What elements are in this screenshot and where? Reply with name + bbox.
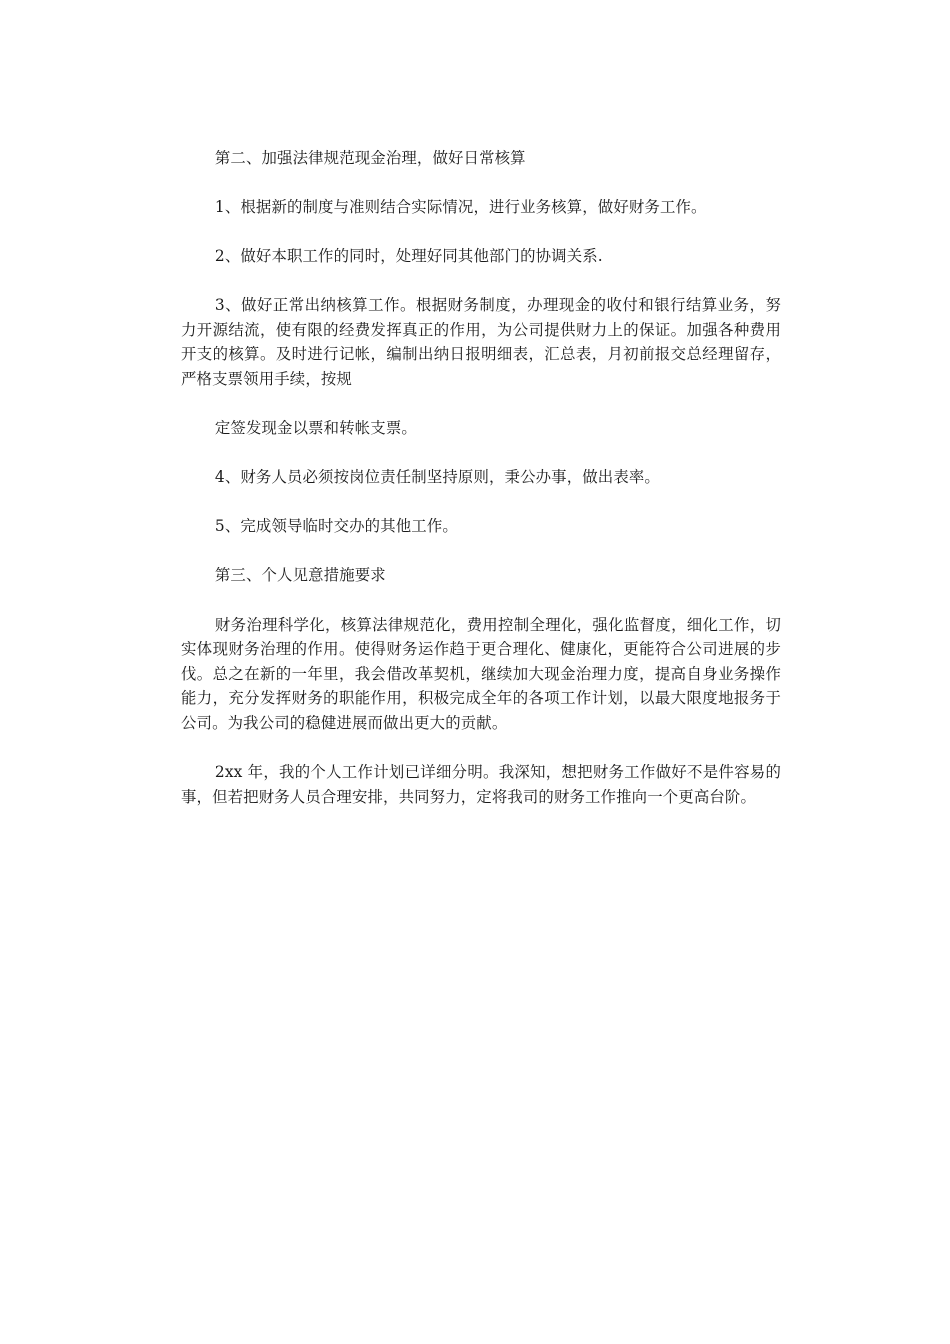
item-paragraph-3-continued: 定签发现金以票和转帐支票。 <box>214 419 417 438</box>
item-paragraph-2: 2、做好本职工作的同时，处理好同其他部门的协调关系. <box>214 247 603 266</box>
item-paragraph-4: 4、财务人员必须按岗位责任制坚持原则，秉公办事，做出表率。 <box>214 468 660 487</box>
body-paragraph-summary: 财务治理科学化，核算法律规范化，费用控制全理化，强化监督度，细化工作，切实体现财务治理的作用。使得财务运作趋于更合理化、健康化，更能符合公司进展的步伐。总之在新的一年里，我会借改革契机，继续加大现金治理力度，提高自身业务操作能力，充分发挥财务的职能作用，积极完成全年的各项工作计划，以最大限度地报务于公司。为我公司的稳健进展而做出更大的贡献。 <box>181 615 781 732</box>
document-body <box>181 146 781 834</box>
item-paragraph-5: 5、完成领导临时交办的其他工作。 <box>214 517 458 536</box>
section-heading-three: 第三、个人见意措施要求 <box>214 566 386 585</box>
item-paragraph-1: 1、根据新的制度与准则结合实际情况，进行业务核算，做好财务工作。 <box>214 198 707 217</box>
body-paragraph-closing: 2xx 年，我的个人工作计划已详细分明。我深知，想把财务工作做好不是件容易的事，但若把财务人员合理安排，共同努力，定将我司的财务工作推向一个更高台阶。 <box>181 763 781 806</box>
section-heading-two: 第二、加强法律规范现金治理，做好日常核算 <box>214 149 526 167</box>
item-paragraph-3: 3、做好正常出纳核算工作。根据财务制度，办理现金的收付和银行结算业务，努力开源结流，使有限的经费发挥真正的作用，为公司提供财力上的保证。加强各种费用开支的核算。及时进行记帐，编制出纳日报明细表，汇总表，月初前报交总经理留存，严格支票领用手续，按规 <box>181 296 781 389</box>
